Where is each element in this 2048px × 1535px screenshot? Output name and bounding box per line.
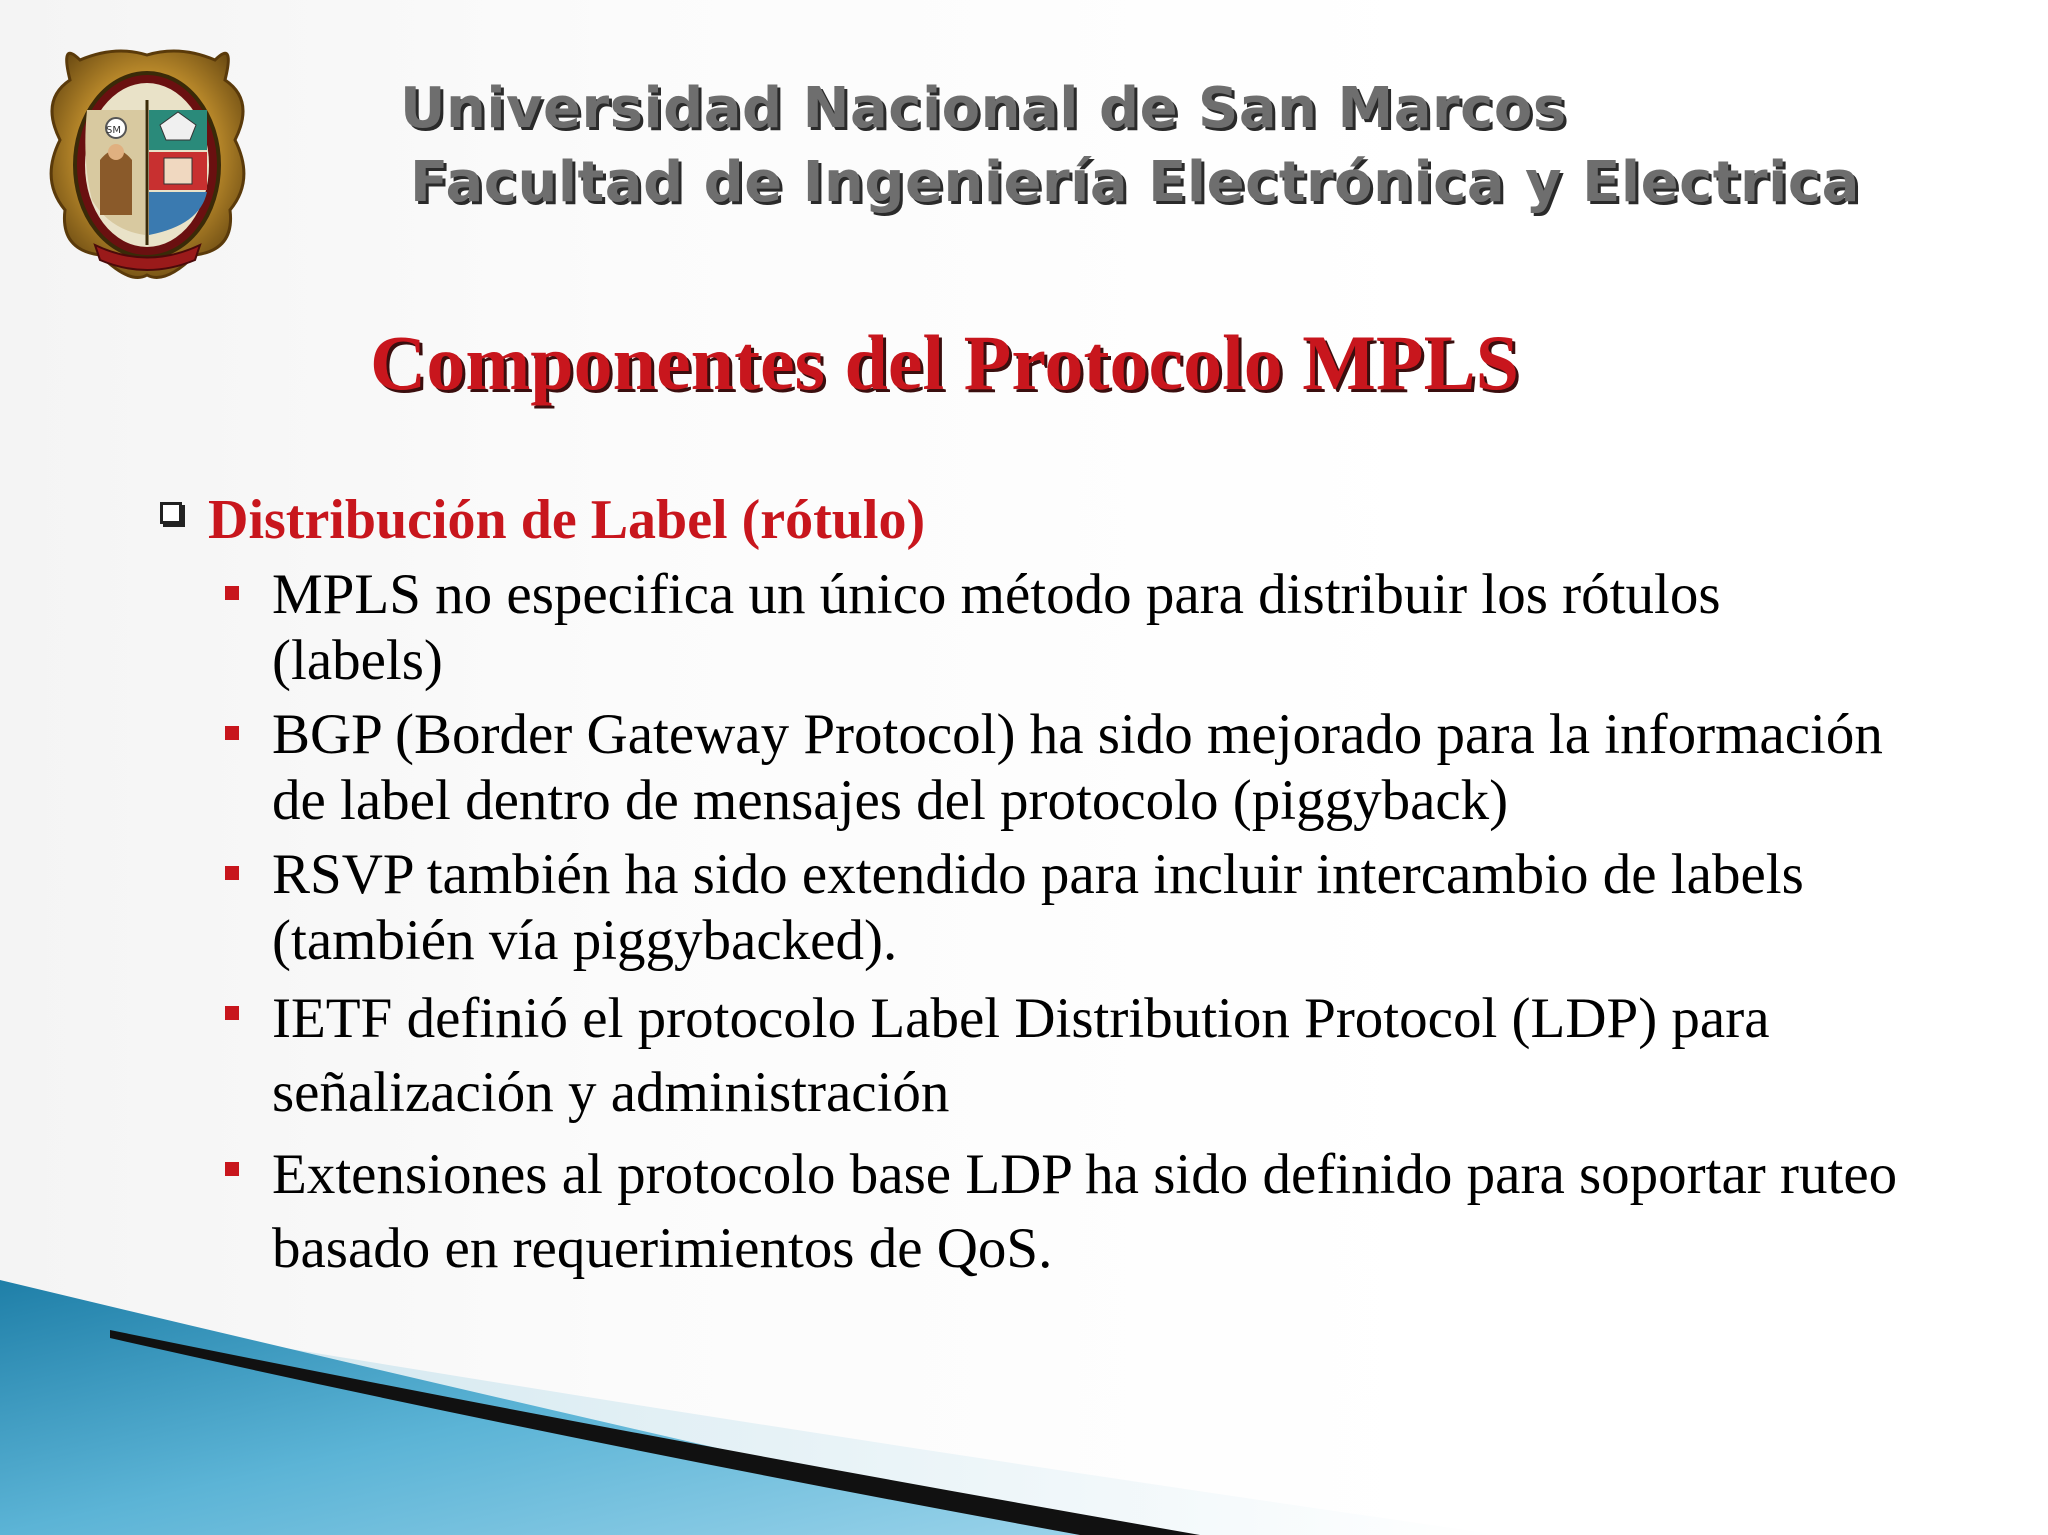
checkbox-bullet-icon xyxy=(160,502,182,524)
square-bullet-icon xyxy=(225,726,239,740)
list-item xyxy=(225,702,1905,834)
square-bullet-icon xyxy=(225,1162,239,1176)
bullet-text: BGP (Border Gateway Protocol) ha sido mejorado para la información de label dentro de mensajes del protocolo (piggyback) xyxy=(272,703,1883,832)
list-item xyxy=(225,982,1905,1130)
decorative-swoosh xyxy=(0,1280,2048,1535)
square-bullet-icon xyxy=(225,586,239,600)
square-bullet-icon xyxy=(225,866,239,880)
svg-text:SM: SM xyxy=(106,125,121,136)
university-name: Universidad Nacional de San Marcos xyxy=(400,76,1567,141)
slide-title: Componentes del Protocolo MPLS xyxy=(370,319,1519,406)
list-item xyxy=(225,562,1905,694)
section-heading xyxy=(160,488,925,552)
bullet-text: Extensiones al protocolo base LDP ha sido definido para soportar ruteo basado en requerimientos de QoS. xyxy=(272,1143,1898,1280)
section-label: Distribución de Label (rótulo) xyxy=(208,489,926,551)
slide-header xyxy=(400,72,1860,220)
square-bullet-icon xyxy=(225,1006,239,1020)
university-crest-icon xyxy=(40,40,255,285)
bullet-text: IETF definió el protocolo Label Distribution Protocol (LDP) para señalización y administración xyxy=(272,987,1770,1124)
list-item xyxy=(225,1138,1905,1286)
bullet-text: MPLS no especifica un único método para distribuir los rótulos (labels) xyxy=(272,563,1721,692)
bullet-text: RSVP también ha sido extendido para incluir intercambio de labels (también vía piggybacked). xyxy=(272,843,1804,972)
list-item xyxy=(225,842,1905,974)
faculty-name: Facultad de Ingeniería Electrónica y Electrica xyxy=(410,150,1860,215)
bullet-list xyxy=(225,562,1905,1294)
